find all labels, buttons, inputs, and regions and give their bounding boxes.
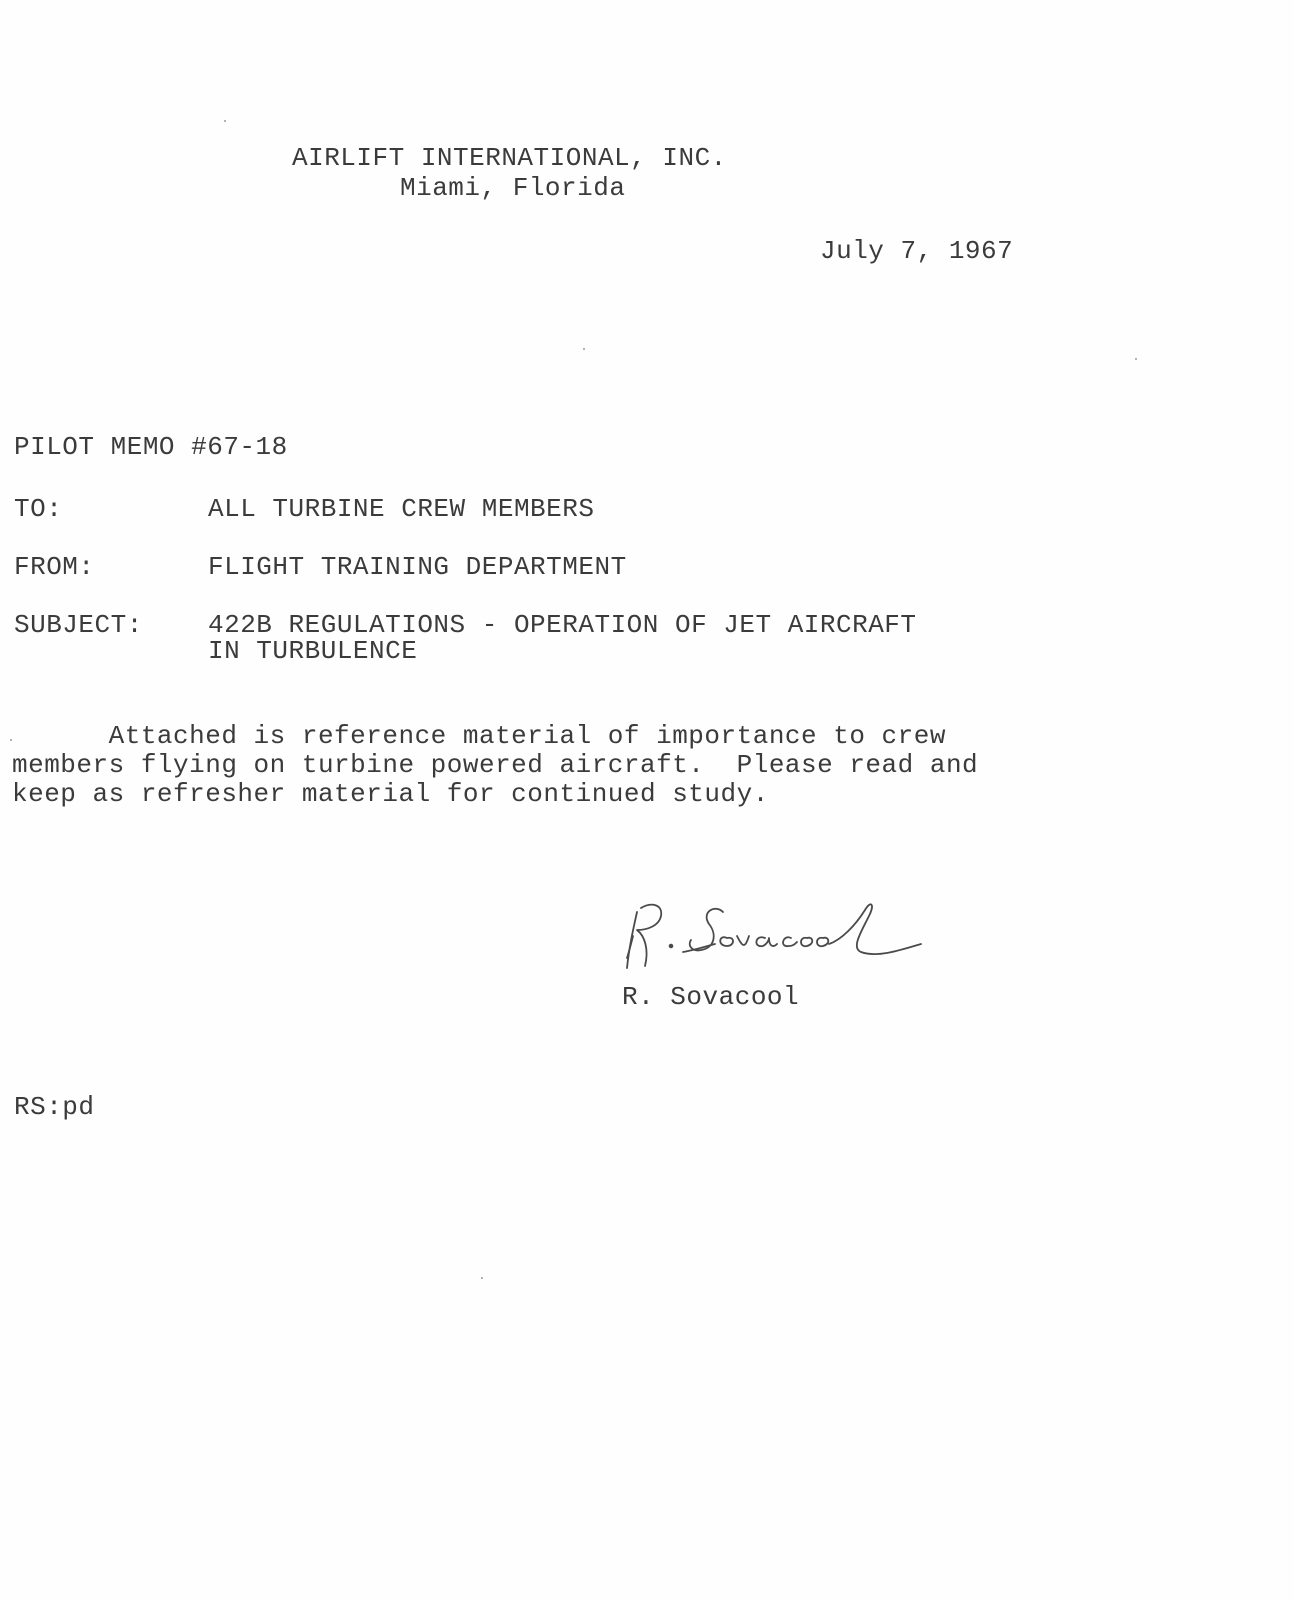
memo-date: July 7, 1967 (820, 236, 1014, 266)
paper-speck (583, 348, 585, 350)
from-value: FLIGHT TRAINING DEPARTMENT (208, 552, 627, 582)
subject-label: SUBJECT: (14, 610, 143, 640)
from-label: FROM: (14, 552, 95, 582)
paper-speck (1135, 358, 1137, 360)
company-city: Miami, Florida (400, 173, 626, 203)
paper-speck (481, 1277, 483, 1279)
company-name: AIRLIFT INTERNATIONAL, INC. (292, 143, 727, 173)
paper-speck (224, 120, 226, 122)
subject-line-1: 422B REGULATIONS - OPERATION OF JET AIRCRAFT (208, 610, 917, 640)
signer-name: R. Sovacool (622, 982, 800, 1012)
reference-initials: RS:pd (14, 1092, 95, 1122)
subject-line-2: IN TURBULENCE (208, 636, 418, 666)
memo-number: PILOT MEMO #67-18 (14, 432, 288, 462)
to-value: ALL TURBINE CREW MEMBERS (208, 494, 595, 524)
paper-speck (10, 739, 12, 741)
to-label: TO: (14, 494, 63, 524)
handwritten-signature (615, 890, 935, 985)
body-paragraph: Attached is reference material of importance to crew members flying on turbine powered aircraft. Please read and keep as refresher material for continued study. (12, 721, 979, 809)
